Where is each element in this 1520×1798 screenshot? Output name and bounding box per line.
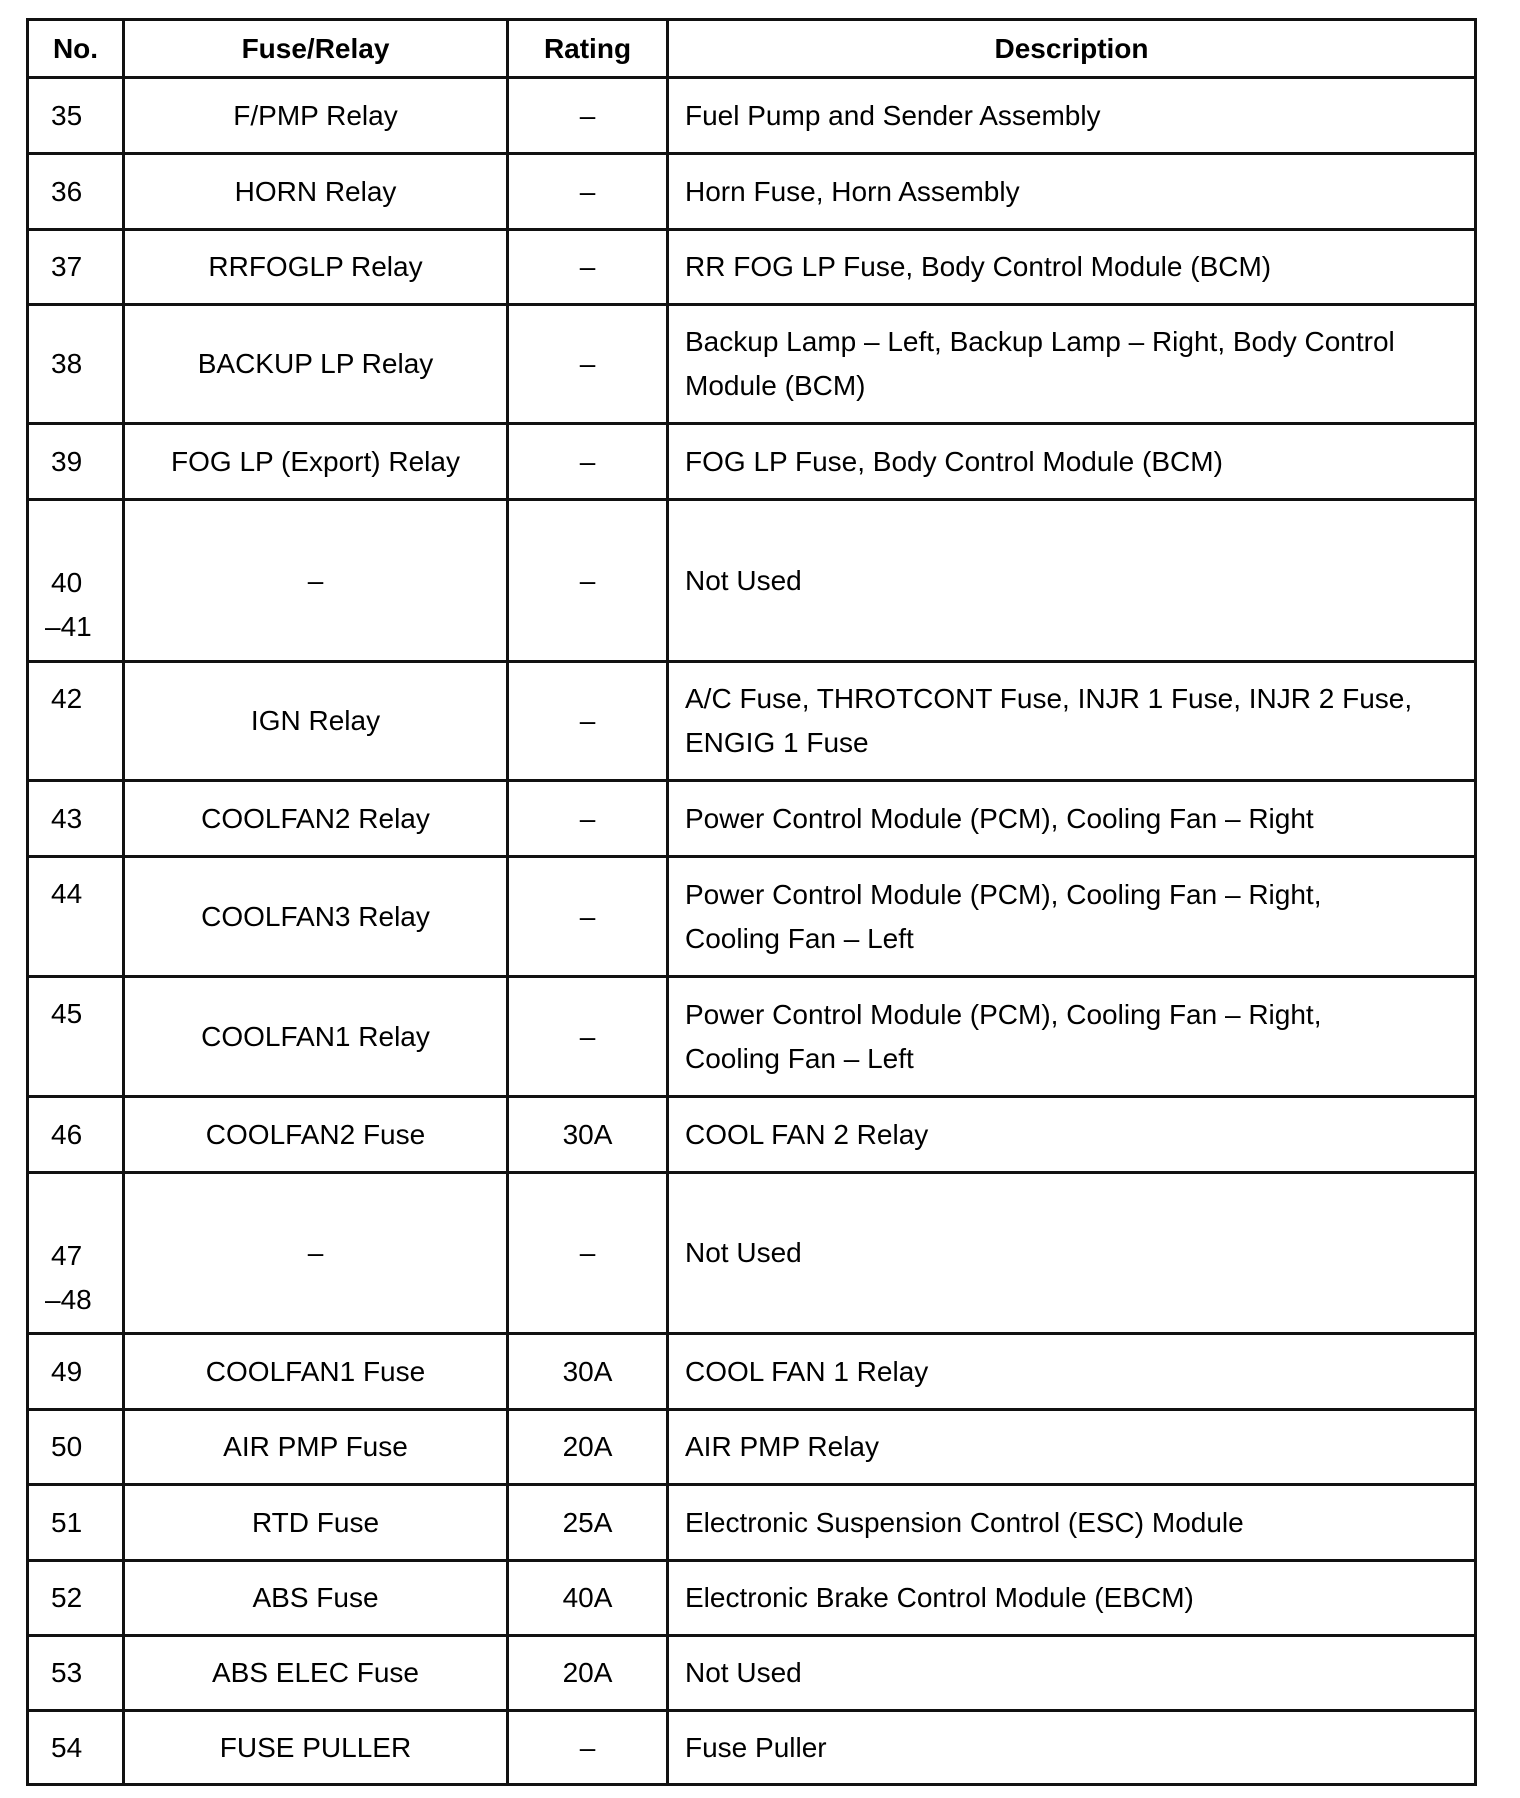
table-row — [28, 500, 1476, 662]
row-fuse-relay: COOLFAN2 Relay — [124, 781, 508, 857]
row-rating: 20A — [508, 1410, 668, 1485]
no-line: –41 — [45, 611, 92, 642]
row-fuse-relay: ABS ELEC Fuse — [124, 1636, 508, 1711]
row-rating: 25A — [508, 1485, 668, 1561]
row-description: Electronic Brake Control Module (EBCM) — [668, 1561, 1476, 1636]
table-row — [28, 1334, 1476, 1410]
row-description — [668, 977, 1476, 1097]
row-rating: – — [508, 977, 668, 1097]
row-description: FOG LP Fuse, Body Control Module (BCM) — [668, 424, 1476, 500]
row-description — [668, 662, 1476, 781]
description-line: A/C Fuse, THROTCONT Fuse, INJR 1 Fuse, INJR 2 Fuse, — [685, 683, 1413, 714]
row-fuse-relay: FOG LP (Export) Relay — [124, 424, 508, 500]
table-row — [28, 662, 1476, 781]
row-fuse-relay: F/PMP Relay — [124, 78, 508, 154]
row-fuse-relay: RRFOGLP Relay — [124, 230, 508, 305]
row-rating: – — [508, 500, 668, 662]
table-row — [28, 781, 1476, 857]
row-fuse-relay: BACKUP LP Relay — [124, 305, 508, 424]
table-row — [28, 1410, 1476, 1485]
row-fuse-relay: AIR PMP Fuse — [124, 1410, 508, 1485]
header-row — [28, 20, 1476, 78]
description-line: Power Control Module (PCM), Cooling Fan – Right, — [685, 878, 1322, 910]
row-no — [28, 1173, 124, 1334]
row-description — [668, 857, 1476, 977]
row-fuse-relay: – — [124, 1173, 508, 1334]
description-line: Cooling Fan – Left — [685, 1042, 914, 1074]
row-no: 50 — [28, 1410, 124, 1485]
table-row — [28, 1711, 1476, 1785]
row-description: Electronic Suspension Control (ESC) Module — [668, 1485, 1476, 1561]
row-no: 46 — [28, 1097, 124, 1173]
row-no: 38 — [28, 305, 124, 424]
row-rating: 40A — [508, 1561, 668, 1636]
row-description: COOL FAN 2 Relay — [668, 1097, 1476, 1173]
description-line: ENGIG 1 Fuse — [685, 727, 869, 758]
table-row — [28, 1097, 1476, 1173]
row-fuse-relay: COOLFAN1 Fuse — [124, 1334, 508, 1410]
header-rating: Rating — [508, 20, 668, 78]
no-line: –48 — [45, 1284, 92, 1315]
row-no: 54 — [28, 1711, 124, 1785]
row-no: 35 — [28, 78, 124, 154]
row-rating: – — [508, 781, 668, 857]
table-row — [28, 78, 1476, 154]
row-rating: – — [508, 230, 668, 305]
description-line: Module (BCM) — [685, 370, 866, 401]
row-fuse-relay: ABS Fuse — [124, 1561, 508, 1636]
row-rating: 30A — [508, 1334, 668, 1410]
row-description: Horn Fuse, Horn Assembly — [668, 154, 1476, 230]
row-rating: – — [508, 78, 668, 154]
row-no: 44 — [28, 857, 124, 977]
row-description: Fuse Puller — [668, 1711, 1476, 1785]
row-no: 37 — [28, 230, 124, 305]
row-fuse-relay: RTD Fuse — [124, 1485, 508, 1561]
row-rating: – — [508, 662, 668, 781]
row-description: Power Control Module (PCM), Cooling Fan – Right — [668, 781, 1476, 857]
row-fuse-relay: COOLFAN1 Relay — [124, 977, 508, 1097]
row-rating: – — [508, 424, 668, 500]
table-row — [28, 857, 1476, 977]
row-no: 36 — [28, 154, 124, 230]
row-fuse-relay: HORN Relay — [124, 154, 508, 230]
row-description: COOL FAN 1 Relay — [668, 1334, 1476, 1410]
table-row — [28, 230, 1476, 305]
row-no — [28, 500, 124, 662]
row-no: 49 — [28, 1334, 124, 1410]
row-rating: 20A — [508, 1636, 668, 1711]
header-no: No. — [28, 20, 124, 78]
description-line: Backup Lamp – Left, Backup Lamp – Right, Body Control — [685, 326, 1395, 357]
row-no: 45 — [28, 977, 124, 1097]
row-description: RR FOG LP Fuse, Body Control Module (BCM) — [668, 230, 1476, 305]
row-description: AIR PMP Relay — [668, 1410, 1476, 1485]
table-row — [28, 977, 1476, 1097]
row-fuse-relay: FUSE PULLER — [124, 1711, 508, 1785]
description-line: Power Control Module (PCM), Cooling Fan – Right, — [685, 998, 1322, 1030]
row-description: Not Used — [668, 500, 1476, 662]
fuse-relay-table — [26, 18, 1477, 1786]
header-description: Description — [668, 20, 1476, 78]
table-row — [28, 1485, 1476, 1561]
row-rating: – — [508, 305, 668, 424]
row-no: 51 — [28, 1485, 124, 1561]
row-rating: – — [508, 857, 668, 977]
row-no: 52 — [28, 1561, 124, 1636]
row-fuse-relay: COOLFAN3 Relay — [124, 857, 508, 977]
row-description — [668, 305, 1476, 424]
table-row — [28, 1636, 1476, 1711]
table-row — [28, 1173, 1476, 1334]
header-fuse-relay: Fuse/Relay — [124, 20, 508, 78]
row-description: Not Used — [668, 1173, 1476, 1334]
row-rating: – — [508, 1173, 668, 1334]
row-description: Not Used — [668, 1636, 1476, 1711]
table-row — [28, 305, 1476, 424]
row-fuse-relay: COOLFAN2 Fuse — [124, 1097, 508, 1173]
table-row — [28, 154, 1476, 230]
row-rating: – — [508, 1711, 668, 1785]
row-fuse-relay: IGN Relay — [124, 662, 508, 781]
row-no: 42 — [28, 662, 124, 781]
row-rating: 30A — [508, 1097, 668, 1173]
table-row — [28, 1561, 1476, 1636]
no-line: 47 — [51, 1240, 83, 1271]
row-rating: – — [508, 154, 668, 230]
no-line: 40 — [51, 567, 83, 598]
description-line: Cooling Fan – Left — [685, 922, 914, 954]
row-description: Fuel Pump and Sender Assembly — [668, 78, 1476, 154]
row-fuse-relay: – — [124, 500, 508, 662]
row-no: 39 — [28, 424, 124, 500]
row-no: 43 — [28, 781, 124, 857]
table-row — [28, 424, 1476, 500]
row-no: 53 — [28, 1636, 124, 1711]
